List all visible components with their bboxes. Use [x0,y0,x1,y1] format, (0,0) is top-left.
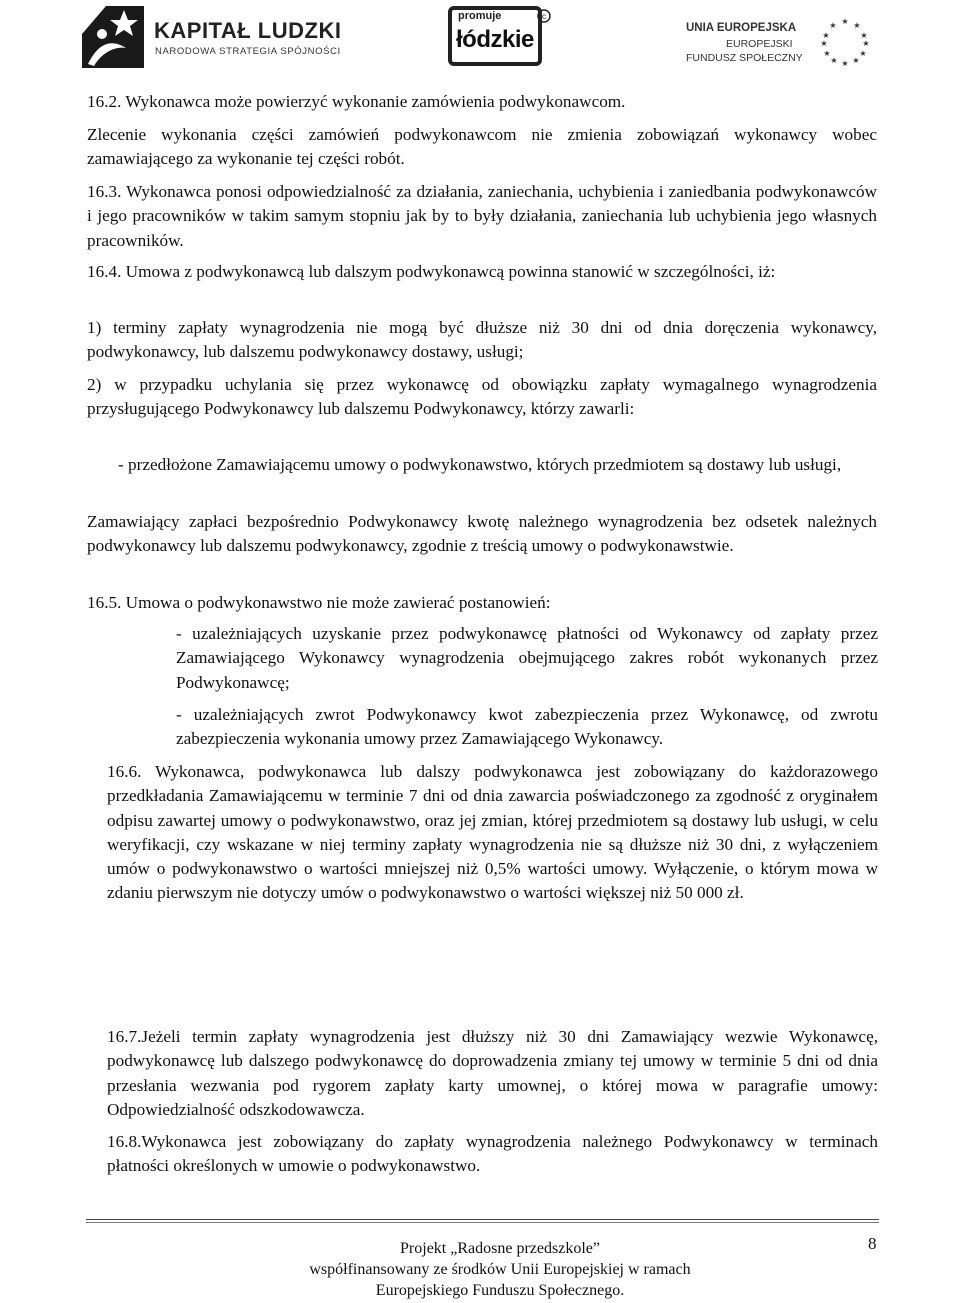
svg-text:★: ★ [820,39,828,48]
section-16-4-point-1: 1) terminy zapłaty wynagrodzenia nie mogą być dłuższe niż 30 dni od dnia doręczenia wykonawcy, podwykonawcy, lub dalszemu podwykonawcy dostawy, usługi; [87,318,877,362]
svg-text:★: ★ [853,21,861,30]
svg-text:★: ★ [860,31,868,40]
section-16-4-closing: Zamawiający zapłaci bezpośrednio Podwykonawcy kwotę należnego wynagrodzenia bez odsetek należnych podwykonawcy lub dalszemu podwykonawcy, zgodnie z treścią umowy o podwykonawstwie. [87,512,877,556]
svg-text:★: ★ [830,56,838,65]
section-16-4-point-2-dash: - przedłożone Zamawiającemu umowy o podwykonawstwo, których przedmiotem są dostawy lub usługi, [118,455,842,474]
kapital-ludzki-title: KAPITAŁ LUDZKI [154,18,342,43]
ue-line2: EUROPEJSKI [726,38,793,50]
svg-text:c: c [542,12,546,21]
unia-europejska-logo [686,16,872,72]
footer [240,1238,760,1301]
svg-text:★: ★ [862,39,870,48]
ue-line3: FUNDUSZ SPOŁECZNY [686,52,803,64]
kapital-ludzki-subtitle: NARODOWA STRATEGIA SPÓJNOŚCI [155,46,341,57]
promuje-label: promuje [458,10,502,22]
kapital-ludzki-emblem-icon [80,4,146,70]
svg-text:★: ★ [841,17,849,26]
section-16-4: 16.4. Umowa z podwykonawcą lub dalszym podwykonawcą powinna stanowić w szczególności, iż: [87,262,776,281]
section-16-7: 16.7.Jeżeli termin zapłaty wynagrodzenia jest dłuższy niż 30 dni Zamawiający wezwie Wykonawcę, podwykonawcę lub dalszego podwykonawcę do doprowadzenia zmiany tej umowy w terminie 5 dni od dnia przesłania wezwania pod rygorem zapłaty karty umownej, o której mowa w paragrafie umowy: Odpowiedzialność odszkodowawcza. [107,1027,878,1119]
footer-divider [86,1219,879,1220]
svg-text:★: ★ [829,21,837,30]
section-16-5-dash-1: - uzależniających uzyskanie przez podwykonawcę płatności od Wykonawcy od zapłaty przez Zamawiającego Wykonawcy wynagrodzenia obejmującego zakres robót wykonanych przez Podwykonawcę; [176,624,878,692]
section-16-2-continued: Zlecenie wykonania części zamówień podwykonawcom nie zmienia zobowiązań wykonawcy wobec zamawiającego za wykonanie tej części robót. [87,125,877,169]
kapital-ludzki-logo [80,4,350,72]
footer-line-3: Europejskiego Funduszu Społecznego. [375,1282,625,1299]
svg-text:★: ★ [841,59,849,66]
section-16-3: 16.3. Wykonawca ponosi odpowiedzialność za działania, zaniechania, uchybienia i zaniedbania podwykonawców i jego pracowników w takim samym stopniu jak by to były działania, zaniechania lub uchybienia jego własnych pracowników. [87,182,877,250]
page-number: 8 [868,1234,877,1253]
eu-flag-stars-icon [818,16,872,66]
promuje-lodzkie-logo [448,6,552,68]
ue-title: UNIA EUROPEJSKA [686,22,797,34]
footer-divider-secondary [86,1222,879,1223]
lodzkie-label: łódzkie [456,26,534,53]
svg-text:★: ★ [859,49,867,58]
footer-line-1: Projekt „Radosne przedszkole” [400,1240,600,1257]
section-16-2: 16.2. Wykonawca może powierzyć wykonanie zamówienia podwykonawcom. [87,92,626,111]
svg-text:★: ★ [823,49,831,58]
section-16-8: 16.8.Wykonawca jest zobowiązany do zapłaty wynagrodzenia należnego Podwykonawcy w terminach płatności określonych w umowie o podwykonawstwo. [107,1132,878,1176]
section-16-4-point-2: 2) w przypadku uchylania się przez wykonawcę od obowiązku zapłaty wymagalnego wynagrodzenia przysługującego Podwykonawcy lub dalszemu Podwykonawcy, którzy zawarli: [87,375,877,419]
footer-line-2: współfinansowany ze środków Unii Europejskiej w ramach [309,1261,691,1278]
section-16-5-dash-2: - uzależniających zwrot Podwykonawcy kwot zabezpieczenia przez Wykonawcę, od zwrotu zabezpieczenia wykonania umowy przez Zamawiającego Wykonawcy. [176,705,878,749]
svg-text:★: ★ [822,31,830,40]
svg-text:★: ★ [852,56,860,65]
section-16-6: 16.6. Wykonawca, podwykonawca lub dalszy podwykonawca jest zobowiązany do każdorazowego przedkładania Zamawiającemu w terminie 7 dni od dnia zawarcia poświadczonego za zgodność z oryginałem odpisu zawartej umowy o podwykonawstwo, oraz jej zmian, której przedmiotem są dostawy lub usługi, w celu weryfikacji, czy wskazane w niej terminy zapłaty wynagrodzenia nie są dłuższe niż 30 dni, z wyłączeniem umów o podwykonawstwo o wartości mniejszej niż 0,5% wartości umowy. Wyłączenie, o którym mowa w zdaniu pierwszym nie dotyczy umów o podwykonawstwo o wartości większej niż 50 000 zł. [107,762,878,903]
section-16-5: 16.5. Umowa o podwykonawstwo nie może zawierać postanowień: [87,593,551,612]
